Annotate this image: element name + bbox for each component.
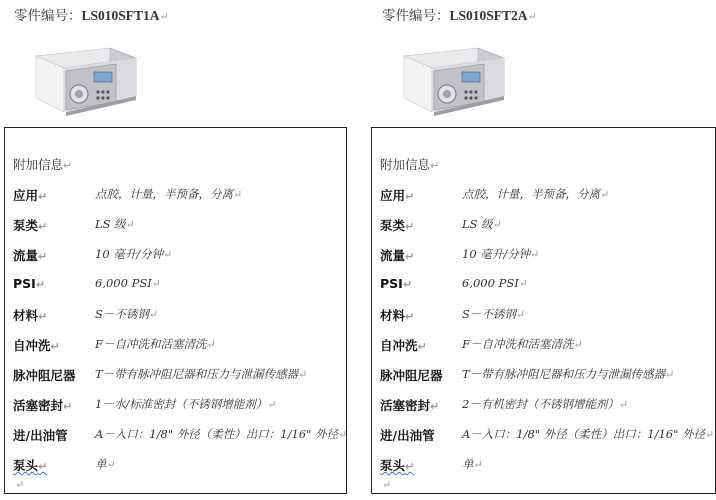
spec-value: 10 毫升/分钟↵	[95, 247, 173, 261]
spec-value: A－入口：1/8" 外径（柔性）出口：1/16" 外径↵	[95, 427, 348, 441]
additional-info-title: 附加信息↵	[13, 157, 73, 172]
spec-label: 活塞密封↵	[13, 398, 73, 413]
part-number-label: 零件编号：	[14, 8, 82, 24]
part-number-heading	[14, 4, 169, 24]
part-number-value: LS010SFT1A	[81, 8, 160, 23]
additional-info-box	[4, 127, 347, 494]
spec-label: 进/出油管	[380, 428, 435, 443]
spec-label: 泵类↵	[13, 218, 48, 233]
paragraph-mark: ↵	[382, 478, 392, 491]
spec-label: 材料↵	[380, 308, 415, 323]
spec-label: PSI↵	[13, 276, 46, 291]
spec-label: 泵头↵	[380, 458, 415, 473]
pump-image	[24, 42, 144, 126]
spec-label: 自冲洗↵	[380, 338, 427, 353]
spec-label: 流量↵	[380, 248, 415, 263]
spec-value: T－带有脉冲阻尼器和压力与泄漏传感器↵	[95, 367, 308, 381]
spec-value: 单↵	[462, 457, 483, 471]
spec-value: LS 级↵	[95, 217, 135, 231]
spec-value: A－入口：1/8" 外径（柔性）出口：1/16" 外径↵	[462, 427, 715, 441]
spec-label: 自冲洗↵	[13, 338, 60, 353]
spec-value: LS 级↵	[462, 217, 502, 231]
spec-value: 点胶，计量，半预备，分离↵	[95, 187, 243, 201]
spec-value: 2－有机密封（不锈钢增能剂）↵	[462, 397, 629, 411]
spec-value: 单↵	[95, 457, 116, 471]
spec-label: 脉冲阻尼器	[380, 368, 443, 383]
part-number-label: 零件编号：	[382, 8, 450, 24]
spec-label: 泵类↵	[380, 218, 415, 233]
spec-value: 6,000 PSI↵	[95, 276, 161, 290]
spec-label: 脉冲阻尼器	[13, 368, 76, 383]
spec-label: 应用↵	[380, 188, 415, 203]
additional-info-box	[371, 127, 716, 494]
spec-value: F－自冲洗和活塞清洗↵	[95, 337, 216, 351]
additional-info-title: 附加信息↵	[380, 157, 440, 172]
spec-value: S－不锈钢↵	[95, 307, 159, 321]
part-number-value: LS010SFT2A	[449, 8, 528, 23]
paragraph-mark: ↵	[159, 10, 169, 23]
spec-value: T－带有脉冲阻尼器和压力与泄漏传感器↵	[462, 367, 675, 381]
paragraph-mark: ↵	[527, 10, 537, 23]
spec-label: 材料↵	[13, 308, 48, 323]
spec-value: 6,000 PSI↵	[462, 276, 528, 290]
spec-value: 点胶，计量，半预备，分离↵	[462, 187, 610, 201]
spec-label: 活塞密封↵	[380, 398, 440, 413]
part-column-1	[0, 0, 352, 500]
spec-value: 1－水/标准密封（不锈钢增能剂）↵	[95, 397, 277, 411]
spec-label: 应用↵	[13, 188, 48, 203]
part-number-heading	[382, 4, 537, 24]
part-column-2	[368, 0, 716, 500]
spec-value: S－不锈钢↵	[462, 307, 526, 321]
spec-label: 流量↵	[13, 248, 48, 263]
spec-label: 泵头↵	[13, 458, 48, 473]
spec-label: 进/出油管	[13, 428, 68, 443]
pump-image	[392, 42, 512, 126]
spec-value: F－自冲洗和活塞清洗↵	[462, 337, 583, 351]
paragraph-mark: ↵	[15, 478, 25, 491]
spec-label: PSI↵	[380, 276, 413, 291]
spec-value: 10 毫升/分钟↵	[462, 247, 540, 261]
